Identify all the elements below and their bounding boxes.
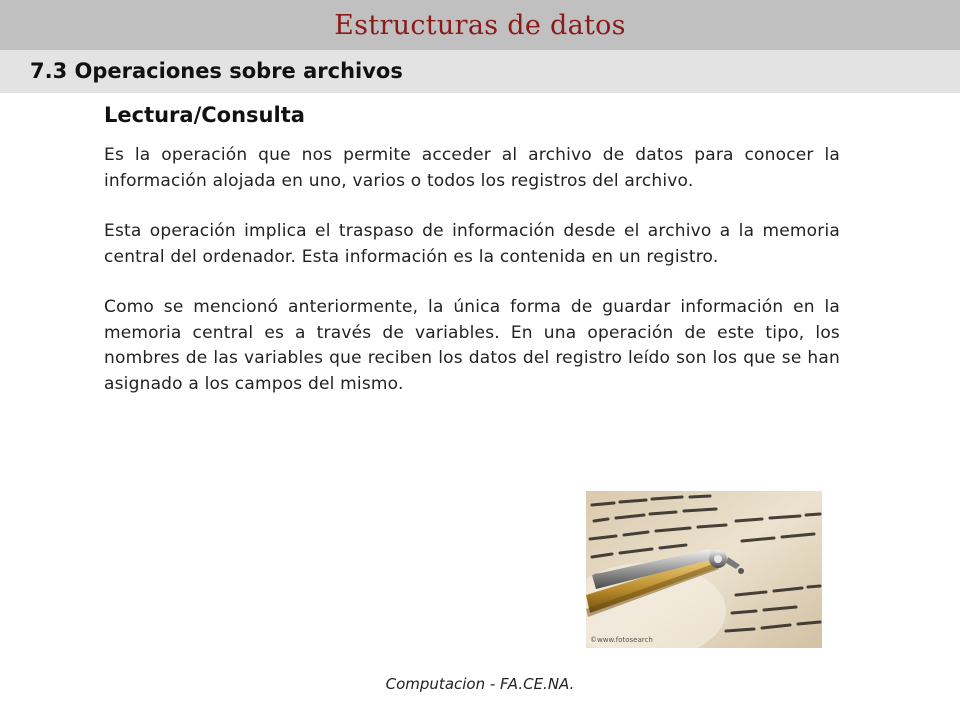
- slide-title: Estructuras de datos: [334, 9, 626, 41]
- section-heading: Lectura/Consulta: [104, 103, 305, 127]
- footer-text: Computacion - FA.CE.NA.: [385, 675, 575, 693]
- subtitle-bar: [0, 50, 960, 93]
- title-bar: [0, 0, 960, 50]
- paragraph-1: Es la operación que nos permite acceder al archivo de datos para conocer la información alojada en uno, varios o todos los registros del archivo.: [104, 145, 840, 191]
- paragraph-2: Esta operación implica el traspaso de información desde el archivo a la memoria central del ordenador. Esta información es la contenida en un registro.: [104, 221, 840, 267]
- paragraph-3: Como se mencionó anteriormente, la única forma de guardar información en la memoria central es a través de variables. En una operación de este tipo, los nombres de las variables que reciben los datos del registro leído son los que se han asignado a los campos del mismo.: [104, 297, 840, 394]
- section-subtitle: 7.3 Operaciones sobre archivos: [30, 59, 403, 83]
- body-text: [104, 143, 840, 422]
- photo-watermark: ©www.fotosearch: [590, 636, 653, 644]
- scroll-photo: [586, 491, 822, 648]
